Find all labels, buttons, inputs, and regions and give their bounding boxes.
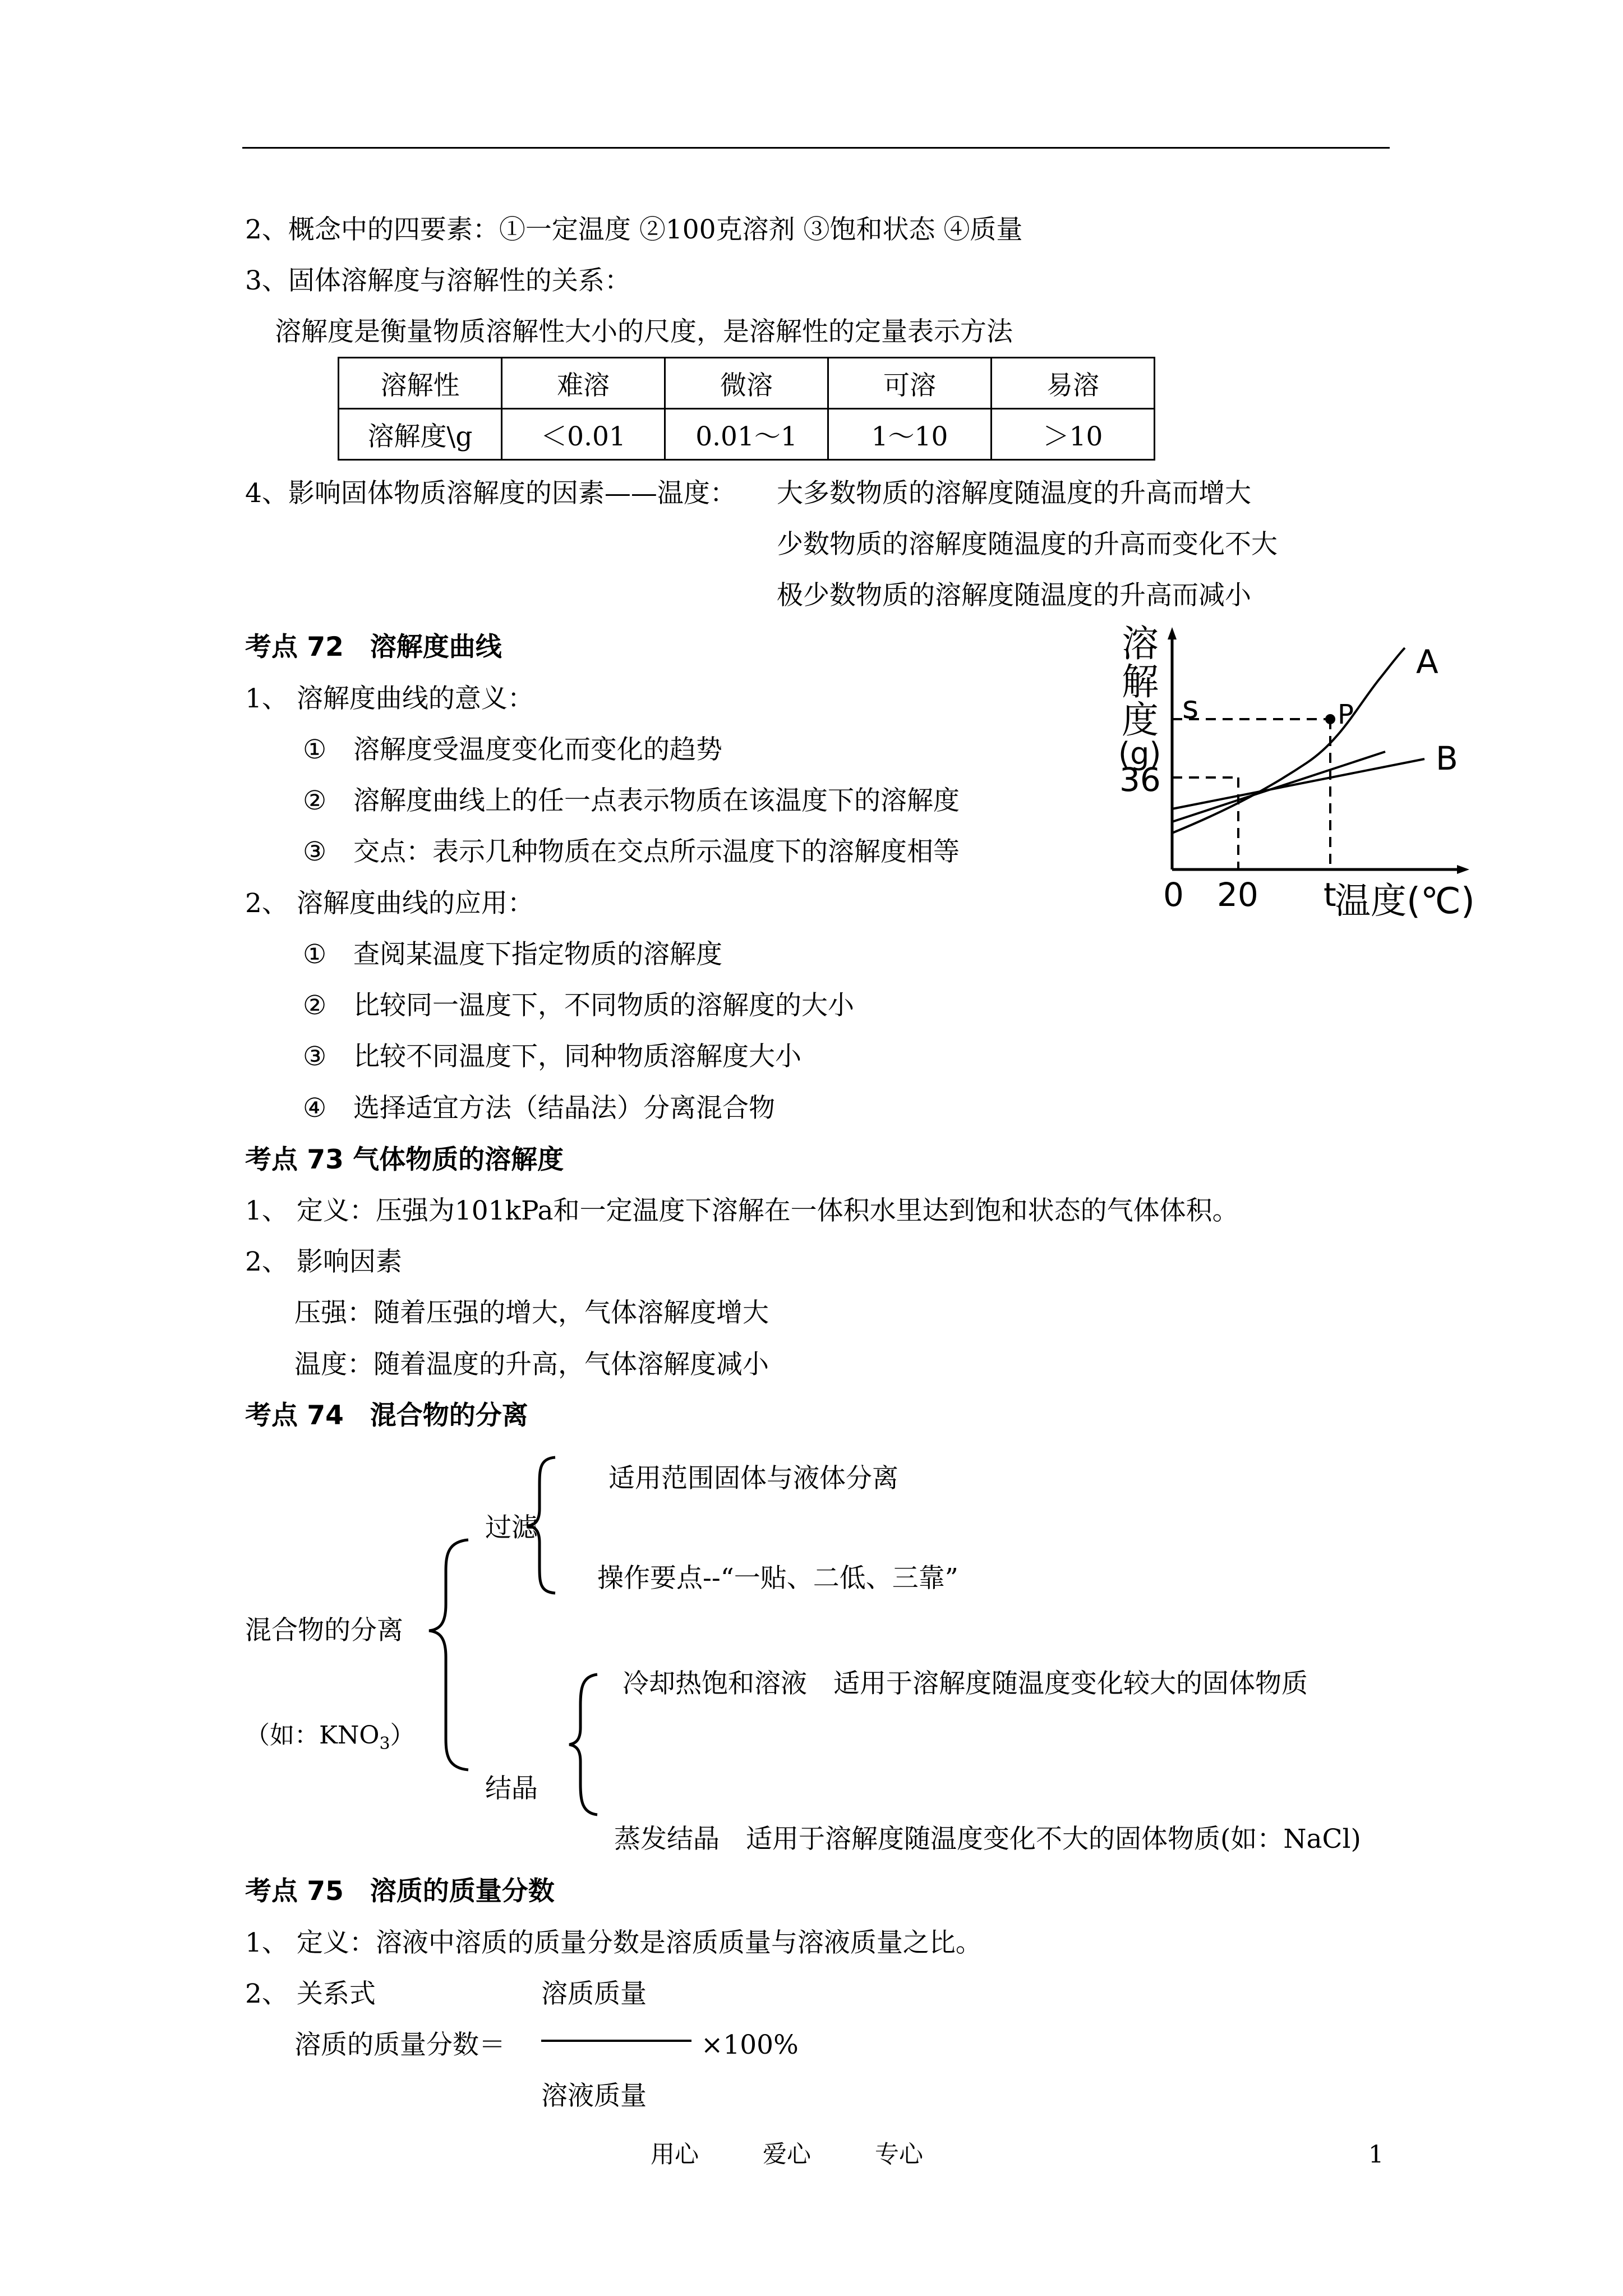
relation-title: 2、 关系式 bbox=[245, 1978, 376, 2009]
list-item-num: ① bbox=[303, 939, 327, 970]
y-label-char: 度 bbox=[1122, 698, 1159, 742]
four-elements-line: 2、概念中的四要素：①一定温度 ②100克溶剂 ③饱和状态 ④质量 bbox=[245, 214, 1023, 245]
factors-lead: 4、影响固体物质溶解度的因素——温度： bbox=[245, 478, 736, 509]
factor-item: 少数物质的溶解度随温度的升高而变化不大 bbox=[777, 529, 1278, 560]
table-cell: ＞10 bbox=[992, 409, 1155, 460]
list-item: 查阅某温度下指定物质的溶解度 bbox=[353, 939, 722, 970]
curve-label-b: B bbox=[1436, 739, 1458, 777]
curve-application-title: 2、 溶解度曲线的应用： bbox=[245, 888, 534, 919]
section-heading-72: 考点 72 溶解度曲线 bbox=[245, 632, 502, 662]
x-tick-20: 20 bbox=[1217, 876, 1258, 914]
list-item-num: ③ bbox=[303, 836, 327, 867]
factor-item: 大多数物质的溶解度随温度的升高而增大 bbox=[777, 478, 1251, 509]
evaporation-crystallization: 蒸发结晶 适用于溶解度随温度变化不大的固体物质(如：NaCl) bbox=[614, 1824, 1361, 1855]
table-cell: 易溶 bbox=[992, 358, 1155, 409]
list-item-num: ④ bbox=[303, 1093, 327, 1124]
list-item: 选择适宜方法（结晶法）分离混合物 bbox=[353, 1093, 775, 1124]
curve-label-a: A bbox=[1416, 643, 1438, 681]
table-cell: 1～10 bbox=[828, 409, 992, 460]
fraction-denominator: 溶液质量 bbox=[541, 2081, 647, 2111]
formula-lhs: 溶质的质量分数＝ bbox=[294, 2030, 505, 2060]
list-item-num: ② bbox=[303, 785, 327, 816]
table-cell: ＜0.01 bbox=[502, 409, 665, 460]
root-brace bbox=[429, 1540, 468, 1770]
separation-root: 混合物的分离 bbox=[245, 1615, 403, 1646]
kno3-text: （如：KNO bbox=[245, 1721, 380, 1750]
footer-item: 用心 bbox=[651, 2141, 699, 2169]
factor-item: 极少数物质的溶解度随温度的升高而减小 bbox=[777, 580, 1251, 611]
table-cell: 溶解性 bbox=[339, 358, 502, 409]
y-tick-36: 36 bbox=[1119, 761, 1161, 799]
footer-item: 专心 bbox=[875, 2141, 923, 2169]
kno3-close: ） bbox=[390, 1721, 415, 1750]
filter-operation: 操作要点--“一贴、二低、三靠” bbox=[597, 1563, 958, 1594]
solubility-measure-text: 溶解度是衡量物质溶解性大小的尺度，是溶解性的定量表示方法 bbox=[275, 316, 1013, 347]
list-item: 比较同一温度下，不同物质的溶解度的大小 bbox=[353, 990, 854, 1021]
x-tick-t: t bbox=[1324, 876, 1336, 914]
filter-scope: 适用范围固体与液体分离 bbox=[608, 1463, 898, 1494]
solubility-relation-title: 3、固体溶解度与溶解性的关系： bbox=[245, 265, 631, 296]
gas-factors-title: 2、 影响因素 bbox=[245, 1246, 402, 1277]
section-heading-73: 考点 73 气体物质的溶解度 bbox=[245, 1144, 564, 1175]
list-item: 溶解度曲线上的任一点表示物质在该温度下的溶解度 bbox=[353, 785, 960, 816]
curve-meaning-title: 1、 溶解度曲线的意义： bbox=[245, 683, 534, 714]
point-label-p: P bbox=[1338, 699, 1354, 730]
y-label-char: 溶 bbox=[1122, 622, 1159, 665]
kno3-subscript: 3 bbox=[379, 1733, 390, 1754]
kno3-example bbox=[245, 1723, 415, 1752]
list-item-num: ③ bbox=[303, 1041, 327, 1072]
table-cell: 0.01～1 bbox=[665, 409, 828, 460]
table-cell: 难溶 bbox=[502, 358, 665, 409]
mass-fraction-definition: 1、 定义：溶液中溶质的质量分数是溶质质量与溶液质量之比。 bbox=[245, 1927, 982, 1958]
formula-times-100: ×100% bbox=[701, 2030, 799, 2060]
cooling-crystallization: 冷却热饱和溶液 适用于溶解度随温度变化较大的固体物质 bbox=[623, 1668, 1308, 1699]
list-item: 比较不同温度下，同种物质溶解度大小 bbox=[353, 1041, 801, 1072]
section-heading-74: 考点 74 混合物的分离 bbox=[245, 1400, 528, 1431]
section-heading-75: 考点 75 溶质的质量分数 bbox=[245, 1876, 555, 1907]
list-item: 交点：表示几种物质在交点所示温度下的溶解度相等 bbox=[353, 836, 960, 867]
table-cell: 可溶 bbox=[828, 358, 992, 409]
pressure-factor: 压强：随着压强的增大，气体溶解度增大 bbox=[294, 1297, 769, 1328]
crystal-brace bbox=[569, 1674, 597, 1815]
gas-solubility-definition: 1、 定义：压强为101kPa和一定温度下溶解在一体积水里达到饱和状态的气体体积。 bbox=[245, 1195, 1239, 1226]
page-number: 1 bbox=[1368, 2141, 1384, 2169]
table-cell: 微溶 bbox=[665, 358, 828, 409]
fraction-bar bbox=[541, 2040, 691, 2042]
filter-label: 过滤 bbox=[485, 1512, 538, 1543]
crystal-label: 结晶 bbox=[485, 1773, 538, 1804]
fraction-numerator: 溶质质量 bbox=[541, 1978, 647, 2009]
temperature-factor: 温度：随着温度的升高，气体溶解度减小 bbox=[294, 1349, 769, 1380]
y-unit-label: (g) bbox=[1118, 736, 1161, 771]
list-item-num: ② bbox=[303, 990, 327, 1021]
list-item: 溶解度受温度变化而变化的趋势 bbox=[353, 734, 722, 765]
table-cell: 溶解度\g bbox=[339, 409, 502, 460]
x-tick-origin: 0 bbox=[1163, 876, 1184, 914]
list-item-num: ① bbox=[303, 734, 327, 765]
y-tick-s: s bbox=[1182, 689, 1199, 726]
footer-item: 爱心 bbox=[763, 2141, 811, 2169]
y-label-char: 解 bbox=[1122, 660, 1159, 703]
x-axis-label: 温度(℃) bbox=[1335, 881, 1475, 922]
